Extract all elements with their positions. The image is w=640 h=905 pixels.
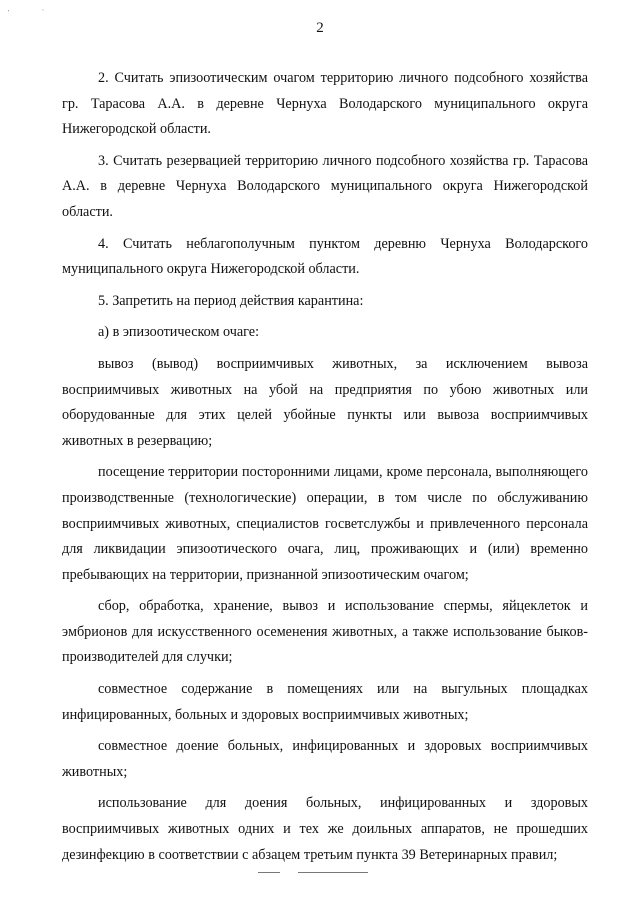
- page-number: 2: [316, 20, 324, 36]
- paragraph-item-5: 5. Запретить на период действия карантина:: [98, 292, 364, 309]
- paragraph-item-4: 4. Считать неблагополучным пунктом деревню Чернуха Володарского муниципального округа Нижегородской области.: [62, 235, 588, 278]
- prohibition-milking-equipment: использование для доения больных, инфицированных и здоровых восприимчивых животных одних и тех же доильных аппаратов, не прошедших дезинфекцию в соответствии с абзацем третьим пункта 39 Ветеринарных правил;: [62, 795, 588, 863]
- footer-scan-line: [298, 872, 368, 873]
- footer-scan-line: [258, 872, 280, 873]
- scan-speck-mark: `: [42, 10, 44, 16]
- prohibition-visits: посещение территории посторонними лицами, кроме персонала, выполняющего производственные (технологические) операции, в том числе по обслуживанию восприимчивых животных, специалистов госветслужбы и привлеченного персонала для ликвидации эпизоотического очага, лиц, проживающих и (или) временно пребывающих на территории, признанной эпизоотическим очагом;: [62, 464, 588, 583]
- subparagraph-a: а) в эпизоотическом очаге:: [98, 324, 260, 341]
- document-body: [62, 66, 588, 874]
- paragraph-item-2: 2. Считать эпизоотическим очагом территорию личного подсобного хозяйства гр. Тарасова А.А. в деревне Чернуха Володарского муниципального округа Нижегородской области.: [62, 70, 588, 138]
- prohibition-joint-milking: совместное доение больных, инфицированных и здоровых восприимчивых животных;: [62, 738, 588, 780]
- paragraph-item-3: 3. Считать резервацией территорию личного подсобного хозяйства гр. Тарасова А.А. в деревне Чернуха Володарского муниципального округа Нижегородской области.: [62, 152, 588, 220]
- scan-speck-mark: ': [8, 10, 10, 16]
- prohibition-semen: сбор, обработка, хранение, вывоз и использование спермы, яйцеклеток и эмбрионов для искусственного осеменения животных, а также использование быков-производителей для случки;: [62, 598, 588, 666]
- prohibition-joint-keeping: совместное содержание в помещениях или на выгульных площадках инфицированных, больных и здоровых восприимчивых животных;: [62, 681, 588, 723]
- prohibition-export: вывоз (вывод) восприимчивых животных, за исключением вывоза восприимчивых животных на убой на предприятия по убою животных или оборудованные для этих целей убойные пункты или вывоза восприимчивых животных в резервацию;: [62, 355, 588, 449]
